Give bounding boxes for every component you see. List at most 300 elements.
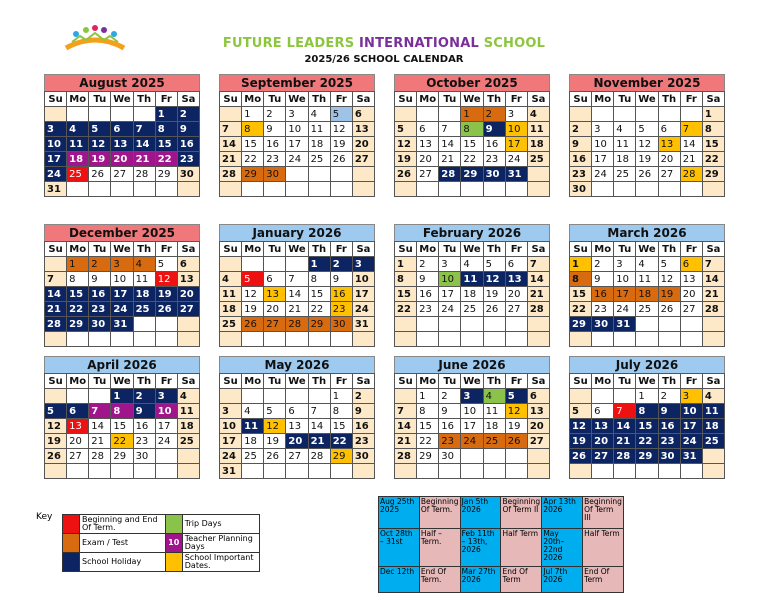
month-title: March 2026 [569,224,725,241]
day-cell: 24 [592,167,614,182]
weekday-header: Th [483,374,505,389]
day-cell: 4 [636,257,658,272]
day-cell: 31 [614,317,636,332]
day-cell [220,389,242,404]
day-cell: 17 [352,287,374,302]
term-event: Half Term [501,529,542,567]
weekday-header: Fr [680,242,702,257]
day-cell: 2 [658,389,680,404]
weekday-header: We [286,242,308,257]
day-cell: 6 [264,272,286,287]
day-cell: 6 [352,107,374,122]
day-cell: 30 [570,182,592,197]
day-cell: 1 [242,107,264,122]
day-cell: 9 [352,404,374,419]
day-cell: 15 [67,287,89,302]
term-date: May 20th–22nd 2026 [542,529,583,567]
day-cell: 19 [330,137,352,152]
day-cell: 29 [570,317,592,332]
weekday-header: Su [45,242,67,257]
day-cell: 12 [330,122,352,137]
day-cell: 4 [461,257,483,272]
day-cell [439,317,461,332]
day-cell [439,182,461,197]
day-cell [45,107,67,122]
day-cell [89,182,111,197]
day-cell: 19 [483,287,505,302]
day-cell [570,389,592,404]
day-cell: 6 [286,404,308,419]
term-event: End Of Term [583,567,624,593]
day-cell [592,464,614,479]
day-cell: 29 [242,167,264,182]
day-cell [702,332,724,347]
day-cell: 21 [680,152,702,167]
term-date: Mar 27th 2026 [460,567,501,593]
weekday-header: Su [570,374,592,389]
day-cell: 11 [614,137,636,152]
day-cell: 26 [483,302,505,317]
day-cell: 24 [286,152,308,167]
day-cell [614,332,636,347]
day-cell: 26 [636,167,658,182]
day-cell: 3 [439,257,461,272]
weekday-header: Fr [330,242,352,257]
day-cell: 22 [308,302,330,317]
month-calendar [569,356,725,479]
day-cell: 3 [505,107,527,122]
weekday-header: Th [308,92,330,107]
day-cell: 10 [45,137,67,152]
day-cell [417,182,439,197]
month-title: May 2026 [219,356,375,373]
day-cell: 27 [658,167,680,182]
day-cell [417,332,439,347]
day-cell [330,167,352,182]
day-cell: 10 [505,122,527,137]
term-date: Jul 7th 2026 [542,567,583,593]
weekday-header: Mo [592,374,614,389]
day-cell: 11 [133,272,155,287]
day-cell: 23 [417,302,439,317]
day-cell: 27 [592,449,614,464]
school-title [0,36,768,51]
weekday-header: Fr [330,92,352,107]
day-cell: 9 [89,272,111,287]
day-cell: 23 [89,302,111,317]
weekday-header: Fr [505,374,527,389]
day-cell: 29 [155,167,177,182]
day-cell: 5 [330,107,352,122]
day-cell: 17 [111,287,133,302]
day-cell [89,389,111,404]
month-title: September 2025 [219,74,375,91]
day-cell: 13 [505,272,527,287]
weekday-header: Su [45,374,67,389]
day-cell [570,464,592,479]
day-cell: 23 [330,302,352,317]
day-cell [220,182,242,197]
month-title: July 2026 [569,356,725,373]
weekday-header: Su [45,92,67,107]
day-cell: 29 [308,317,330,332]
day-cell: 26 [395,167,417,182]
day-cell: 15 [702,137,724,152]
day-cell: 30 [264,167,286,182]
term-event: Beginning Of Term II [501,497,542,529]
day-cell: 3 [680,389,702,404]
day-cell [155,182,177,197]
day-cell [45,257,67,272]
day-cell: 3 [352,257,374,272]
day-cell: 5 [242,272,264,287]
day-cell [67,107,89,122]
day-cell: 14 [527,272,549,287]
day-cell: 17 [505,137,527,152]
day-cell: 22 [67,302,89,317]
day-cell: 13 [680,272,702,287]
day-cell: 13 [352,122,374,137]
day-cell [592,389,614,404]
day-cell: 17 [680,419,702,434]
day-cell [67,464,89,479]
day-cell: 9 [483,122,505,137]
weekday-header: We [111,374,133,389]
weekday-header: Th [658,242,680,257]
day-cell: 26 [45,449,67,464]
key-text: School Important Dates. [182,553,259,572]
weekday-header: Mo [67,242,89,257]
day-cell [658,182,680,197]
month-title: August 2025 [44,74,200,91]
day-cell: 24 [461,434,483,449]
day-cell [308,389,330,404]
day-cell: 6 [505,257,527,272]
weekday-header: Su [220,374,242,389]
weekday-header: Sa [527,92,549,107]
day-cell: 27 [286,449,308,464]
day-cell: 9 [133,404,155,419]
day-cell: 19 [155,287,177,302]
day-cell [111,332,133,347]
day-cell: 1 [417,389,439,404]
day-cell: 14 [308,419,330,434]
day-cell: 25 [527,152,549,167]
day-cell: 1 [570,257,592,272]
day-cell: 14 [702,272,724,287]
day-cell: 8 [461,122,483,137]
day-cell [286,167,308,182]
day-cell: 5 [45,404,67,419]
day-cell [680,182,702,197]
day-cell [461,464,483,479]
day-cell: 30 [89,317,111,332]
day-cell: 21 [89,434,111,449]
day-cell: 13 [264,287,286,302]
day-cell [483,464,505,479]
day-cell: 11 [636,272,658,287]
day-cell: 18 [220,302,242,317]
day-cell: 22 [111,434,133,449]
day-cell: 12 [242,287,264,302]
day-cell: 9 [417,272,439,287]
day-cell [220,107,242,122]
weekday-header: We [286,92,308,107]
weekday-header: Mo [417,374,439,389]
day-cell: 11 [702,404,724,419]
day-cell: 8 [242,122,264,137]
day-cell: 23 [133,434,155,449]
day-cell [527,167,549,182]
day-cell: 2 [483,107,505,122]
weekday-header: Fr [680,374,702,389]
month-title: November 2025 [569,74,725,91]
day-cell: 25 [220,317,242,332]
day-cell [527,182,549,197]
day-cell [527,332,549,347]
day-cell: 2 [264,107,286,122]
day-cell: 11 [177,404,199,419]
day-cell: 12 [264,419,286,434]
day-cell [242,182,264,197]
day-cell: 22 [461,152,483,167]
day-cell [308,167,330,182]
weekday-header: Sa [177,374,199,389]
day-cell: 7 [220,122,242,137]
day-cell: 2 [177,107,199,122]
day-cell [461,182,483,197]
day-cell: 15 [417,419,439,434]
day-cell: 11 [308,122,330,137]
day-cell: 8 [67,272,89,287]
day-cell: 25 [133,302,155,317]
day-cell: 6 [527,389,549,404]
day-cell: 24 [614,302,636,317]
day-cell [636,107,658,122]
day-cell: 6 [177,257,199,272]
day-cell: 16 [133,419,155,434]
day-cell [177,449,199,464]
day-cell: 12 [483,272,505,287]
day-cell: 2 [439,389,461,404]
day-cell: 10 [461,404,483,419]
day-cell: 14 [286,287,308,302]
day-cell [67,332,89,347]
day-cell [177,182,199,197]
day-cell: 18 [308,137,330,152]
day-cell [636,332,658,347]
day-cell: 28 [308,449,330,464]
day-cell: 28 [89,449,111,464]
day-cell [45,464,67,479]
day-cell: 4 [242,404,264,419]
month-calendar [569,74,725,197]
day-cell: 4 [614,122,636,137]
day-cell: 19 [395,152,417,167]
day-cell: 25 [177,434,199,449]
month-calendar [44,224,200,347]
month-calendar [44,74,200,197]
day-cell: 8 [111,404,133,419]
day-cell [89,332,111,347]
day-cell: 13 [527,404,549,419]
day-cell: 18 [242,434,264,449]
day-cell: 20 [417,152,439,167]
day-cell: 30 [483,167,505,182]
day-cell: 3 [45,122,67,137]
weekday-header: Tu [439,242,461,257]
day-cell: 5 [264,404,286,419]
weekday-header: We [636,242,658,257]
day-cell [264,182,286,197]
day-cell: 4 [67,122,89,137]
day-cell: 4 [133,257,155,272]
weekday-header: Mo [592,92,614,107]
weekday-header: Su [395,374,417,389]
day-cell [111,107,133,122]
day-cell: 29 [330,449,352,464]
day-cell [592,182,614,197]
day-cell: 8 [330,404,352,419]
weekday-header: Fr [155,374,177,389]
day-cell: 16 [264,137,286,152]
weekday-header: We [636,92,658,107]
day-cell: 14 [680,137,702,152]
day-cell: 10 [592,137,614,152]
key-swatch-navy [63,553,80,572]
day-cell [702,182,724,197]
day-cell [680,332,702,347]
day-cell: 21 [702,287,724,302]
day-cell [658,464,680,479]
day-cell: 16 [570,152,592,167]
day-cell [395,317,417,332]
day-cell: 21 [439,152,461,167]
day-cell: 12 [570,419,592,434]
day-cell: 27 [67,449,89,464]
day-cell [483,182,505,197]
day-cell: 26 [505,434,527,449]
day-cell: 5 [570,404,592,419]
day-cell: 3 [155,389,177,404]
day-cell: 13 [658,137,680,152]
day-cell: 12 [636,137,658,152]
key-swatch-purple: 10 [165,534,182,553]
key-swatch-yellow [165,553,182,572]
day-cell: 6 [67,404,89,419]
day-cell [352,182,374,197]
day-cell: 16 [352,419,374,434]
weekday-header: Mo [592,242,614,257]
day-cell: 5 [89,122,111,137]
day-cell: 27 [505,302,527,317]
day-cell: 15 [461,137,483,152]
day-cell [111,464,133,479]
day-cell: 16 [89,287,111,302]
day-cell: 19 [45,434,67,449]
day-cell: 20 [352,137,374,152]
weekday-header: Tu [89,242,111,257]
day-cell: 2 [89,257,111,272]
weekday-header: Th [658,374,680,389]
month-calendar [219,74,375,197]
month-title: December 2025 [44,224,200,241]
weekday-header: We [111,92,133,107]
day-cell: 16 [483,137,505,152]
day-cell: 7 [614,404,636,419]
day-cell [133,107,155,122]
day-cell: 24 [155,434,177,449]
day-cell: 10 [680,404,702,419]
day-cell: 23 [352,434,374,449]
day-cell [264,389,286,404]
day-cell: 5 [483,257,505,272]
day-cell [527,464,549,479]
day-cell: 23 [592,302,614,317]
day-cell [242,464,264,479]
day-cell: 1 [308,257,330,272]
key-legend [62,514,260,572]
day-cell: 19 [636,152,658,167]
day-cell: 28 [614,449,636,464]
weekday-header: Fr [330,374,352,389]
weekday-header: Tu [614,92,636,107]
day-cell [439,332,461,347]
day-cell [570,107,592,122]
day-cell [658,107,680,122]
day-cell: 10 [352,272,374,287]
weekday-header: Sa [702,374,724,389]
day-cell: 12 [155,272,177,287]
day-cell [89,107,111,122]
day-cell [242,257,264,272]
day-cell: 4 [177,389,199,404]
day-cell: 15 [395,287,417,302]
term-event: Beginning Of Term. [419,497,460,529]
key-swatch-red [63,515,80,534]
day-cell [111,182,133,197]
weekday-header: Sa [527,374,549,389]
weekday-header: Su [395,92,417,107]
weekday-header: Sa [177,92,199,107]
day-cell: 3 [614,257,636,272]
day-cell: 26 [570,449,592,464]
day-cell: 1 [67,257,89,272]
weekday-header: We [636,374,658,389]
day-cell: 7 [702,257,724,272]
day-cell: 4 [702,389,724,404]
day-cell: 29 [111,449,133,464]
day-cell [242,389,264,404]
day-cell: 5 [395,122,417,137]
day-cell [133,182,155,197]
day-cell [286,257,308,272]
day-cell: 31 [505,167,527,182]
day-cell [286,464,308,479]
day-cell: 14 [614,419,636,434]
day-cell [483,449,505,464]
day-cell: 13 [111,137,133,152]
term-event: Half Term [583,529,624,567]
day-cell [417,464,439,479]
day-cell [177,332,199,347]
day-cell: 1 [702,107,724,122]
day-cell: 18 [483,419,505,434]
day-cell: 14 [220,137,242,152]
day-cell [636,182,658,197]
day-cell: 20 [264,302,286,317]
day-cell: 25 [702,434,724,449]
